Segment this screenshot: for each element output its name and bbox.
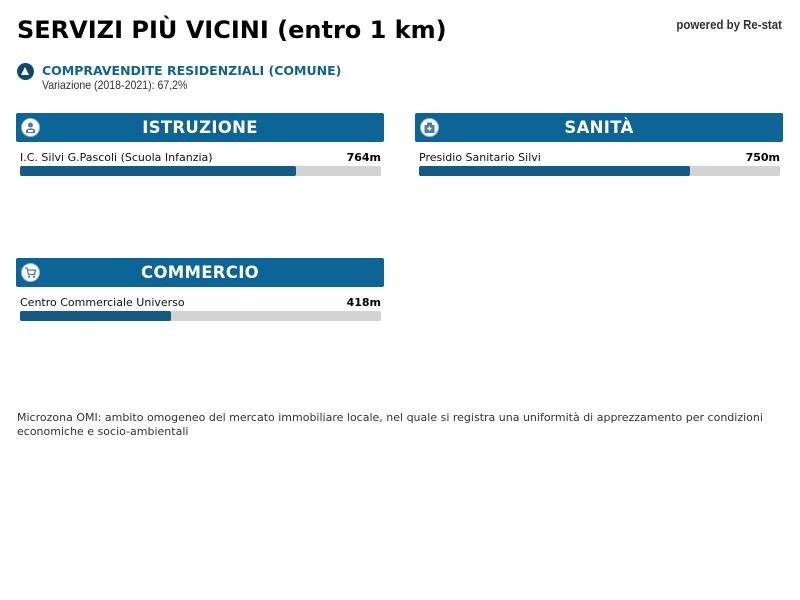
panel-sanita-header — [415, 113, 783, 142]
distance-bar-fill — [419, 166, 690, 176]
service-name: Centro Commerciale Universo — [20, 296, 185, 309]
powered-by-label: powered by Re-stat — [676, 17, 782, 32]
panel-sanita-title: SANITÀ — [564, 118, 634, 137]
hospital-icon — [420, 118, 439, 137]
panel-commercio — [16, 258, 384, 324]
triangle-up-icon — [17, 63, 34, 80]
list-item — [20, 296, 381, 324]
distance-bar-track — [20, 311, 381, 321]
panel-istruzione-title: ISTRUZIONE — [142, 118, 258, 137]
page-title: SERVIZI PIÙ VICINI (entro 1 km) — [17, 16, 447, 44]
distance-bar-track — [419, 166, 780, 176]
sales-trend-title: COMPRAVENDITE RESIDENZIALI (COMUNE) — [42, 63, 342, 78]
service-name: I.C. Silvi G.Pascoli (Scuola Infanzia) — [20, 151, 213, 164]
service-distance: 764m — [346, 151, 381, 164]
service-name: Presidio Sanitario Silvi — [419, 151, 541, 164]
distance-bar-track — [20, 166, 381, 176]
panel-commercio-header — [16, 258, 384, 287]
school-icon — [21, 118, 40, 137]
footnote-omi: Microzona OMI: ambito omogeneo del mercato immobiliare locale, nel quale si registra una uniformità di apprezzamento per condizioni economiche e socio-ambientali — [17, 411, 763, 438]
panel-istruzione-header — [16, 113, 384, 142]
distance-bar-fill — [20, 166, 296, 176]
sales-trend-variation: Variazione (2018-2021): 67,2% — [42, 78, 188, 92]
distance-bar-fill — [20, 311, 171, 321]
shopping-cart-icon — [21, 263, 40, 282]
panel-istruzione — [16, 113, 384, 179]
service-distance: 418m — [346, 296, 381, 309]
service-distance: 750m — [745, 151, 780, 164]
panel-sanita — [415, 113, 783, 179]
list-item — [419, 151, 780, 179]
panel-commercio-title: COMMERCIO — [141, 263, 259, 282]
list-item — [20, 151, 381, 179]
